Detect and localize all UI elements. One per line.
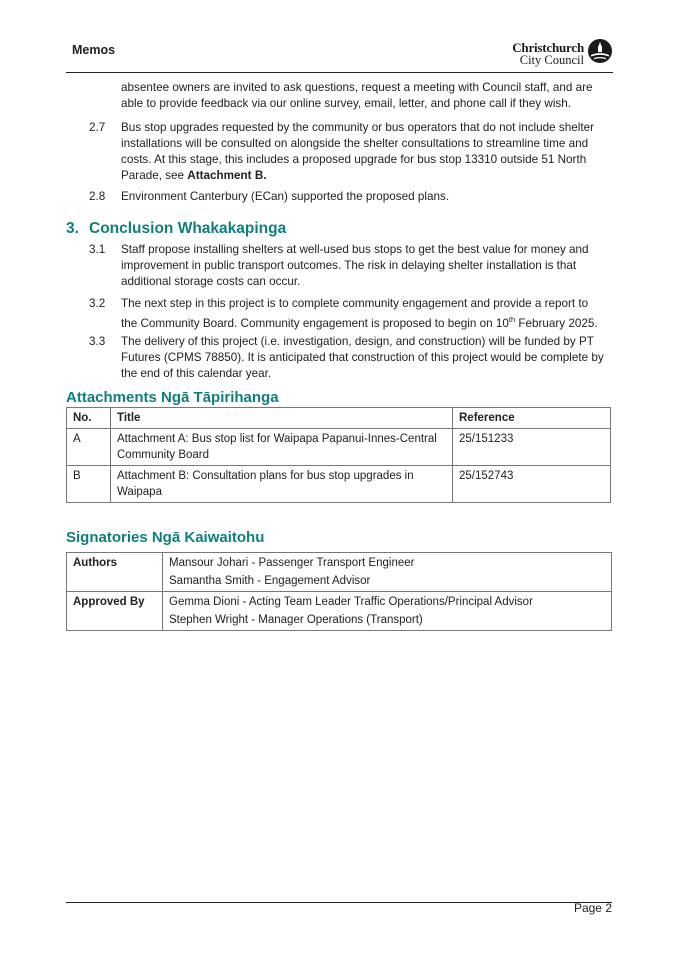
signatory-role: Authors (67, 553, 163, 592)
signatories-table (66, 552, 612, 631)
item-number: 3.3 (89, 335, 106, 348)
table-header-row (67, 408, 611, 429)
column-header: Title (111, 408, 453, 429)
item-3-2-text: The next step in this project is to complete community engagement and provide a report to the Community Board. Community engagement is proposed to begin on 10th February 2025. (121, 297, 598, 330)
table-cell: Attachment B: Consultation plans for bus stop upgrades in Waipapa (111, 466, 453, 503)
signatory-names (163, 592, 612, 631)
attachments-table (66, 407, 611, 503)
table-row (67, 553, 612, 592)
footer-divider (66, 902, 612, 903)
cathedral-logo-icon (587, 38, 613, 64)
signatory-role: Approved By (67, 592, 163, 631)
page-number: Page 2 (573, 901, 612, 915)
logo-line1: Christchurch (512, 40, 584, 55)
column-header: Reference (453, 408, 611, 429)
attachment-b-ref: Attachment B. (187, 169, 267, 182)
section2-continuation: absentee owners are invited to ask questions, request a meeting with Council staff, and are able to provide feedback via our online survey, email, letter, and phone call if they wish. (121, 81, 593, 110)
council-logo (512, 38, 613, 68)
header-memos-label: Memos (72, 43, 116, 57)
item-number: 2.7 (89, 121, 106, 134)
attachments-heading: Attachments Ngā Tāpirihanga (66, 389, 279, 406)
item-2-7-text: Bus stop upgrades requested by the community or bus operators that do not include shelter installations will be consulted on alongside the shelter consultations to streamline time and costs. At this stage, this includes a proposed upgrade for bus stop 13310 outside 51 North Parade, see Attachment B. (121, 121, 594, 182)
signatory-name: Stephen Wright - Manager Operations (Transport) (169, 613, 423, 626)
item-3-3-text: The delivery of this project (i.e. investigation, design, and construction) will be funded by PT Futures (CPMS 78850). It is anticipated that construction of this project would be complete by the end of this calendar year. (121, 335, 604, 380)
table-cell: B (67, 466, 111, 503)
signatory-name: Gemma Dioni - Acting Team Leader Traffic Operations/Principal Advisor (169, 596, 533, 608)
signatory-name: Samantha Smith - Engagement Advisor (169, 574, 371, 587)
table-cell: Attachment A: Bus stop list for Waipapa Papanui-Innes-Central Community Board (111, 429, 453, 466)
item-number: 2.8 (89, 190, 106, 203)
section3-heading: Conclusion Whakakapinga (89, 220, 287, 237)
signatories-heading: Signatories Ngā Kaiwaitohu (66, 529, 265, 546)
signatory-names (163, 553, 612, 592)
table-cell: A (67, 429, 111, 466)
table-row (67, 466, 611, 503)
item-3-1-text: Staff propose installing shelters at well-used bus stops to get the best value for money and improvement in public transport outcomes. The risk in delaying shelter installation is that additional storage costs can occur. (121, 243, 589, 288)
signatory-name: Mansour Johari - Passenger Transport Engineer (169, 557, 415, 569)
column-header: No. (67, 408, 111, 429)
table-row (67, 592, 612, 631)
section3-number: 3. (66, 220, 79, 237)
table-row (67, 429, 611, 466)
item-number: 3.2 (89, 297, 106, 310)
table-cell: 25/151233 (453, 429, 611, 466)
item-2-8-text: Environment Canterbury (ECan) supported the proposed plans. (121, 190, 450, 203)
table-cell: 25/152743 (453, 466, 611, 503)
logo-line2: City Council (519, 53, 584, 67)
page-header (66, 38, 613, 73)
item-number: 3.1 (89, 243, 106, 256)
